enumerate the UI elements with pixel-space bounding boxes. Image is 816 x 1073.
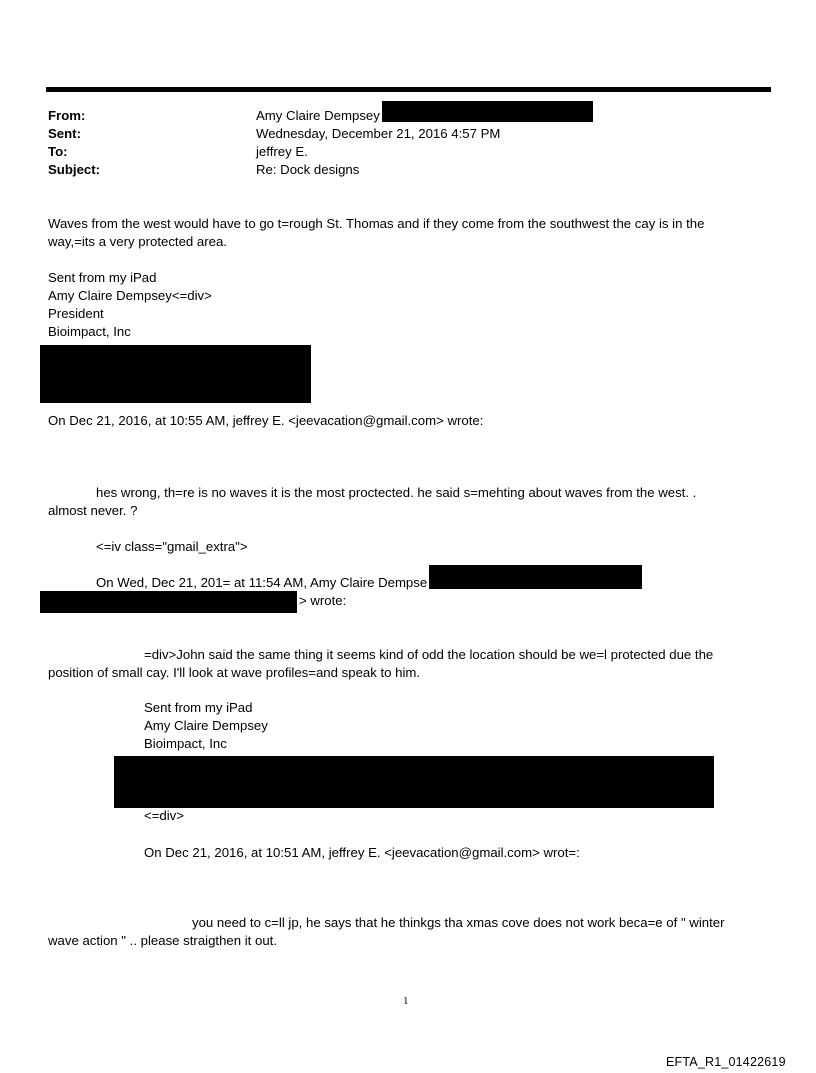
header-rule [46,87,771,92]
quote-header: On Dec 21, 2016, at 10:55 AM, jeffrey E. <jeevacation@gmail.com> wrote: [48,413,484,428]
quote-line: =div>John said the same thing it seems kind of odd the location should be we=l protected due the [144,647,714,662]
signature-line: Amy Claire Dempsey [144,718,268,733]
signature-line: President [48,306,104,321]
subject-value: Re: Dock designs [256,162,360,177]
signature-line: Bioimpact, Inc [48,324,131,339]
redaction-email-2a [429,565,642,589]
quote-header: On Wed, Dec 21, 201= at 11:54 AM, Amy Claire Dempse [96,575,428,590]
quote-line: you need to c=ll jp, he says that he thinkgs tha xmas cove does not work beca=e of " winter [192,915,725,930]
quote-div-tag: <=div> [144,808,184,823]
from-label: From: [48,108,86,123]
from-value: Amy Claire Dempsey [256,108,380,123]
signature-line: Amy Claire Dempsey<=div> [48,288,212,303]
redaction-email-2b [40,591,297,613]
quote-header: > wrote: [299,593,347,608]
quote-line: almost never. ? [48,503,138,518]
to-label: To: [48,144,68,159]
body-line: way,=its a very protected area. [48,234,227,249]
subject-label: Subject: [48,162,101,177]
quote-line: wave action " .. please straigthen it out. [48,933,277,948]
signature-line: Sent from my iPad [144,700,253,715]
signature-line: Sent from my iPad [48,270,157,285]
sent-label: Sent: [48,126,81,141]
bates-number: EFTA_R1_01422619 [666,1055,786,1069]
quote-div-tag: <=iv class="gmail_extra"> [96,539,248,554]
page-number: 1 [403,995,409,1007]
sent-value: Wednesday, December 21, 2016 4:57 PM [256,126,501,141]
signature-line: Bioimpact, Inc [144,736,227,751]
redaction-from-email [382,101,593,122]
redaction-signature-1 [40,345,311,403]
body-line: Waves from the west would have to go t=rough St. Thomas and if they come from the southwest the cay is in the [48,216,705,231]
quote-line: position of small cay. I'll look at wave profiles=and speak to him. [48,665,421,680]
to-value: jeffrey E. [256,144,308,159]
redaction-signature-2 [114,756,714,808]
quote-header: On Dec 21, 2016, at 10:51 AM, jeffrey E. <jeevacation@gmail.com> wrot=: [144,845,580,860]
quote-line: hes wrong, th=re is no waves it is the most proctected. he said s=mehting about waves from the west. . [96,485,697,500]
